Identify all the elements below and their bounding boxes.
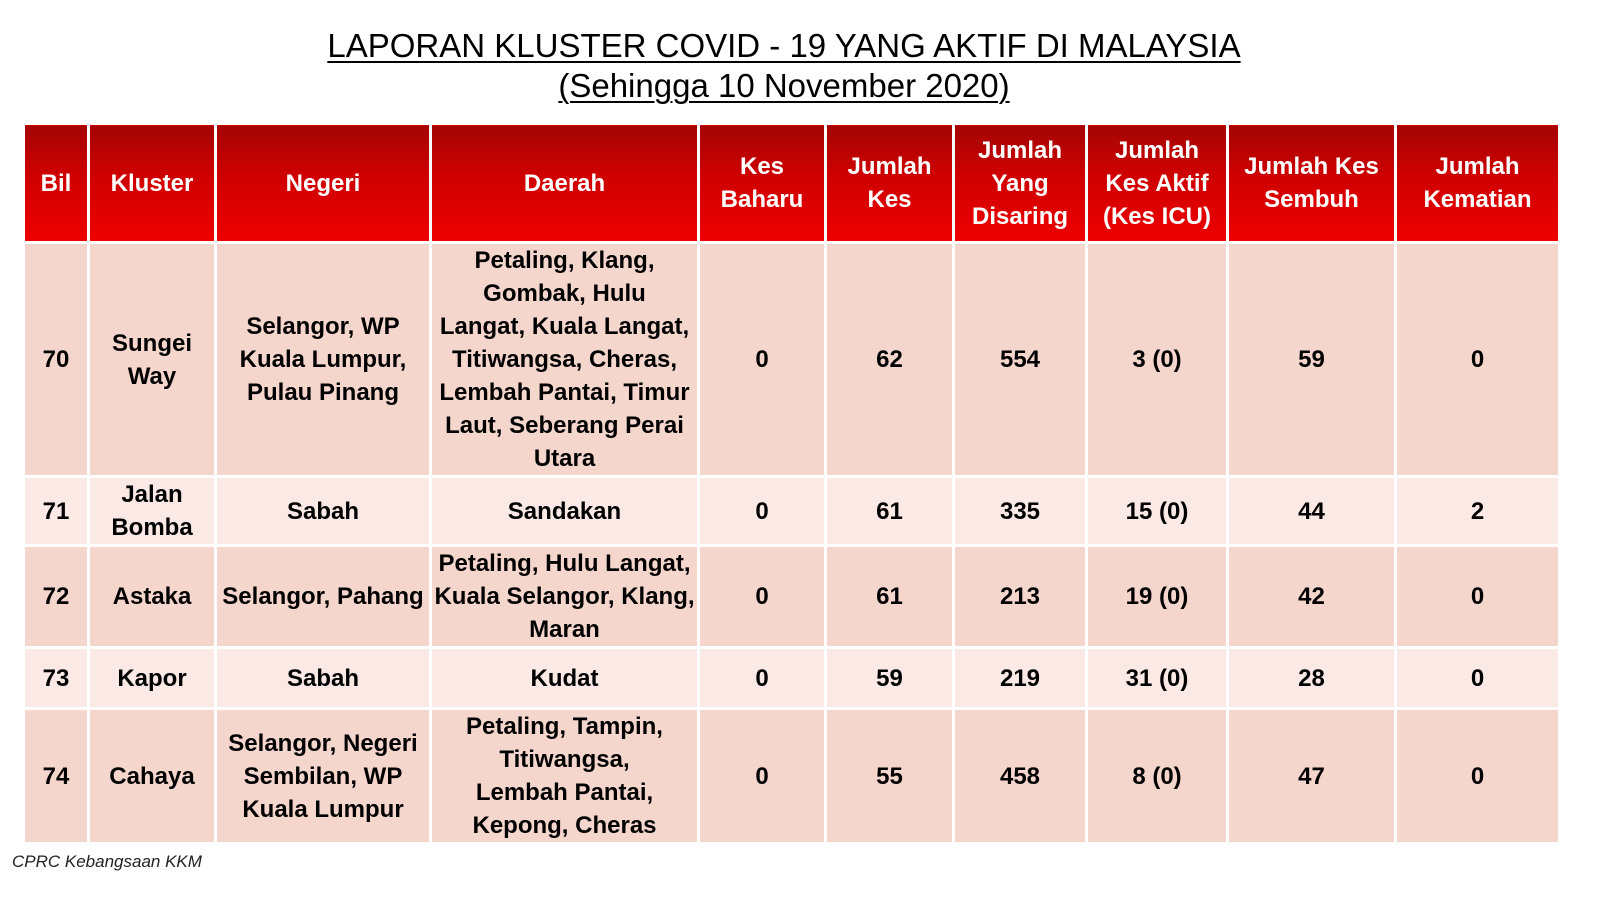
cluster-table (22, 122, 1561, 845)
cell-jumlah-disaring: 554 (954, 243, 1087, 477)
cell-jumlah-kematian: 0 (1396, 243, 1560, 477)
cell-kes-baharu: 0 (699, 546, 826, 648)
header-jumlah-kes: Jumlah Kes (826, 124, 954, 243)
header-bil: Bil (24, 124, 89, 243)
cell-daerah: Sandakan (431, 477, 699, 546)
cell-daerah: Petaling, Hulu Langat, Kuala Selangor, Klang, Maran (431, 546, 699, 648)
report-subtitle-date: (Sehingga 10 November 2020) (558, 67, 1010, 104)
cell-kluster: Sungei Way (89, 243, 216, 477)
cell-bil: 71 (24, 477, 89, 546)
cell-bil: 73 (24, 648, 89, 709)
cell-bil: 72 (24, 546, 89, 648)
cell-kes-baharu: 0 (699, 243, 826, 477)
cell-jumlah-kes-aktif: 8 (0) (1087, 709, 1228, 844)
cell-daerah: Petaling, Klang, Gombak, Hulu Langat, Kuala Langat, Titiwangsa, Cheras, Lembah Pantai, Timur Laut, Seberang Perai Utara (431, 243, 699, 477)
cell-kes-baharu: 0 (699, 648, 826, 709)
cell-negeri: Selangor, Pahang (216, 546, 431, 648)
header-daerah: Daerah (431, 124, 699, 243)
cell-jumlah-kes-aktif: 31 (0) (1087, 648, 1228, 709)
table-header-row (24, 124, 1560, 243)
table-row (24, 546, 1560, 648)
cell-jumlah-kes: 61 (826, 546, 954, 648)
cell-negeri: Sabah (216, 477, 431, 546)
cell-negeri: Sabah (216, 648, 431, 709)
cell-jumlah-kes: 62 (826, 243, 954, 477)
header-jumlah-kes-aktif: Jumlah Kes Aktif (Kes ICU) (1087, 124, 1228, 243)
header-jumlah-disaring: Jumlah Yang Disaring (954, 124, 1087, 243)
header-jumlah-kematian: Jumlah Kematian (1396, 124, 1560, 243)
cell-kluster: Cahaya (89, 709, 216, 844)
header-kes-baharu: Kes Baharu (699, 124, 826, 243)
cell-kes-baharu: 0 (699, 709, 826, 844)
cell-jumlah-kes-sembuh: 28 (1228, 648, 1396, 709)
cell-jumlah-kematian: 2 (1396, 477, 1560, 546)
table-row (24, 709, 1560, 844)
cell-jumlah-kematian: 0 (1396, 648, 1560, 709)
header-jumlah-kes-sembuh: Jumlah Kes Sembuh (1228, 124, 1396, 243)
cell-jumlah-kes: 59 (826, 648, 954, 709)
cell-jumlah-disaring: 335 (954, 477, 1087, 546)
cell-jumlah-kes-sembuh: 59 (1228, 243, 1396, 477)
header-negeri: Negeri (216, 124, 431, 243)
report-title: LAPORAN KLUSTER COVID - 19 YANG AKTIF DI MALAYSIA (327, 27, 1241, 64)
cell-jumlah-disaring: 213 (954, 546, 1087, 648)
cell-jumlah-kes: 61 (826, 477, 954, 546)
cell-kluster: Jalan Bomba (89, 477, 216, 546)
cell-daerah: Petaling, Tampin, Titiwangsa, Lembah Pantai, Kepong, Cheras (431, 709, 699, 844)
table-row (24, 648, 1560, 709)
cell-bil: 74 (24, 709, 89, 844)
cell-jumlah-kes-aktif: 15 (0) (1087, 477, 1228, 546)
cell-bil: 70 (24, 243, 89, 477)
cell-kluster: Kapor (89, 648, 216, 709)
cell-negeri: Selangor, WP Kuala Lumpur, Pulau Pinang (216, 243, 431, 477)
header-kluster: Kluster (89, 124, 216, 243)
source-footer: CPRC Kebangsaan KKM (12, 852, 202, 871)
cell-jumlah-kes: 55 (826, 709, 954, 844)
cell-jumlah-disaring: 219 (954, 648, 1087, 709)
cell-negeri: Selangor, Negeri Sembilan, WP Kuala Lumpur (216, 709, 431, 844)
cell-jumlah-kes-sembuh: 42 (1228, 546, 1396, 648)
cell-jumlah-disaring: 458 (954, 709, 1087, 844)
cell-jumlah-kes-sembuh: 44 (1228, 477, 1396, 546)
cell-kluster: Astaka (89, 546, 216, 648)
cell-jumlah-kes-aktif: 3 (0) (1087, 243, 1228, 477)
cell-jumlah-kematian: 0 (1396, 546, 1560, 648)
cell-jumlah-kes-aktif: 19 (0) (1087, 546, 1228, 648)
cell-daerah: Kudat (431, 648, 699, 709)
cell-jumlah-kematian: 0 (1396, 709, 1560, 844)
table-row (24, 477, 1560, 546)
cell-jumlah-kes-sembuh: 47 (1228, 709, 1396, 844)
cell-kes-baharu: 0 (699, 477, 826, 546)
table-row (24, 243, 1560, 477)
